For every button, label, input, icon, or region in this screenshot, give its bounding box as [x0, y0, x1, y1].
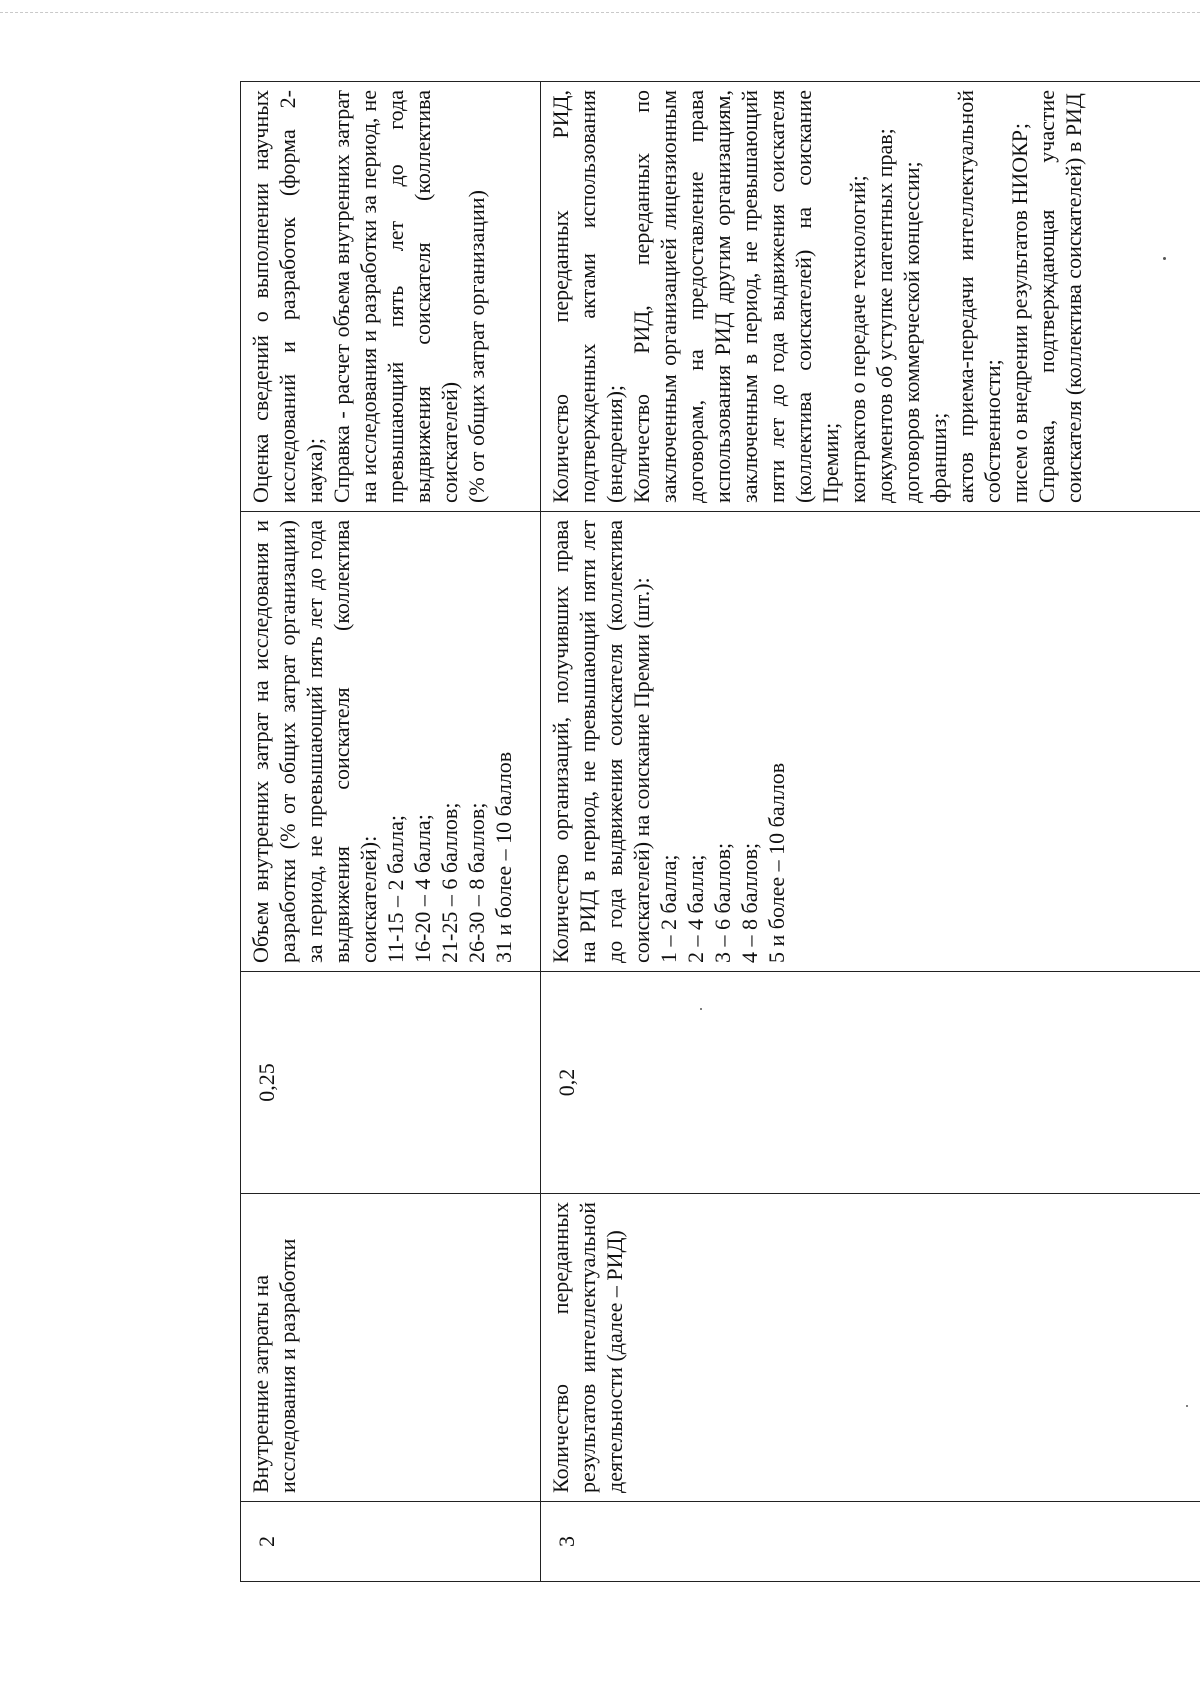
scoring-cell: [541, 512, 1200, 972]
document-item: документов об уступке патентных прав;: [872, 128, 897, 503]
documents-cell: [541, 82, 1200, 512]
document-item: (% от общих затрат организации): [464, 190, 489, 503]
row-number: 3: [541, 1502, 1200, 1582]
documents-cell: [241, 82, 541, 512]
scoring-item: 16-20 – 4 балла;: [410, 814, 435, 963]
scoring-item: 31 и более – 10 баллов: [491, 751, 516, 963]
document-item: писем о внедрении результатов НИОКР;: [1007, 123, 1032, 503]
document-item: Количество РИД, переданных по заключенным организацией лицензионным договорам, на предоставление права использования РИД другим организациям, заключенным в период, не превышающий пяти лет до года выдвижения соискателя (коллектива соискателей) на соискание Премии;: [629, 90, 843, 503]
indicator-cell: Количество переданных результатов интеллектуальной деятельности (далее – РИД): [541, 1194, 1200, 1502]
scoring-item: 11-15 – 2 балла;: [383, 815, 408, 963]
document-item: контрактов о передаче технологий;: [845, 175, 870, 503]
weight-cell: 0,2: [541, 972, 1200, 1194]
scoring-intro: Количество организаций, получивших права на РИД в период, не превышающий пяти лет до года выдвижения соискателя (коллектива соискателей) на соискание Премии (шт.):: [548, 520, 654, 963]
rotated-page: [240, 82, 1200, 1582]
scoring-item: 4 – 8 баллов;: [737, 842, 762, 963]
weight-cell: 0,25: [241, 972, 541, 1194]
table-row: [241, 82, 541, 1582]
scoring-item: 1 – 2 балла;: [656, 854, 681, 963]
criteria-table: [240, 81, 1200, 1582]
document-item: договоров коммерческой концессии;: [899, 161, 924, 503]
document-item: Оценка сведений о выполнении научных исследований и разработок (форма 2-наука);: [248, 90, 327, 503]
scoring-item: 26-30 – 8 баллов;: [464, 802, 489, 963]
row-number: 2: [241, 1502, 541, 1582]
scoring-item: 3 – 6 баллов;: [710, 842, 735, 963]
scoring-item: 2 – 4 балла;: [683, 854, 708, 963]
document-item: франшиз;: [926, 412, 951, 503]
scoring-intro: Объем внутренних затрат на исследования и разработки (% от общих затрат организации) за период, не превышающий пять лет до года выдвижения соискателя (коллектива соискателей):: [248, 520, 381, 963]
scan-edge-line: [0, 12, 1200, 13]
indicator-cell: Внутренние затраты на исследования и разработки: [241, 1194, 541, 1502]
document-item: Справка - расчет объема внутренних затрат на исследования и разработки за период, не превышающий пять лет до года выдвижения соискателя (коллектива соискателей): [329, 90, 462, 503]
document-item: актов приема-передачи интеллектуальной собственности;: [953, 90, 1005, 503]
table-row: [541, 82, 1200, 1582]
scoring-item: 21-25 – 6 баллов;: [437, 802, 462, 963]
scoring-cell: [241, 512, 541, 972]
scoring-item: 5 и более – 10 баллов: [764, 762, 789, 963]
document-item: Количество переданных РИД, подтвержденных актами использования (внедрения);: [548, 90, 627, 503]
document-item: Справка, подтверждающая участие соискателя (коллектива соискателей) в РИД: [1034, 90, 1086, 503]
